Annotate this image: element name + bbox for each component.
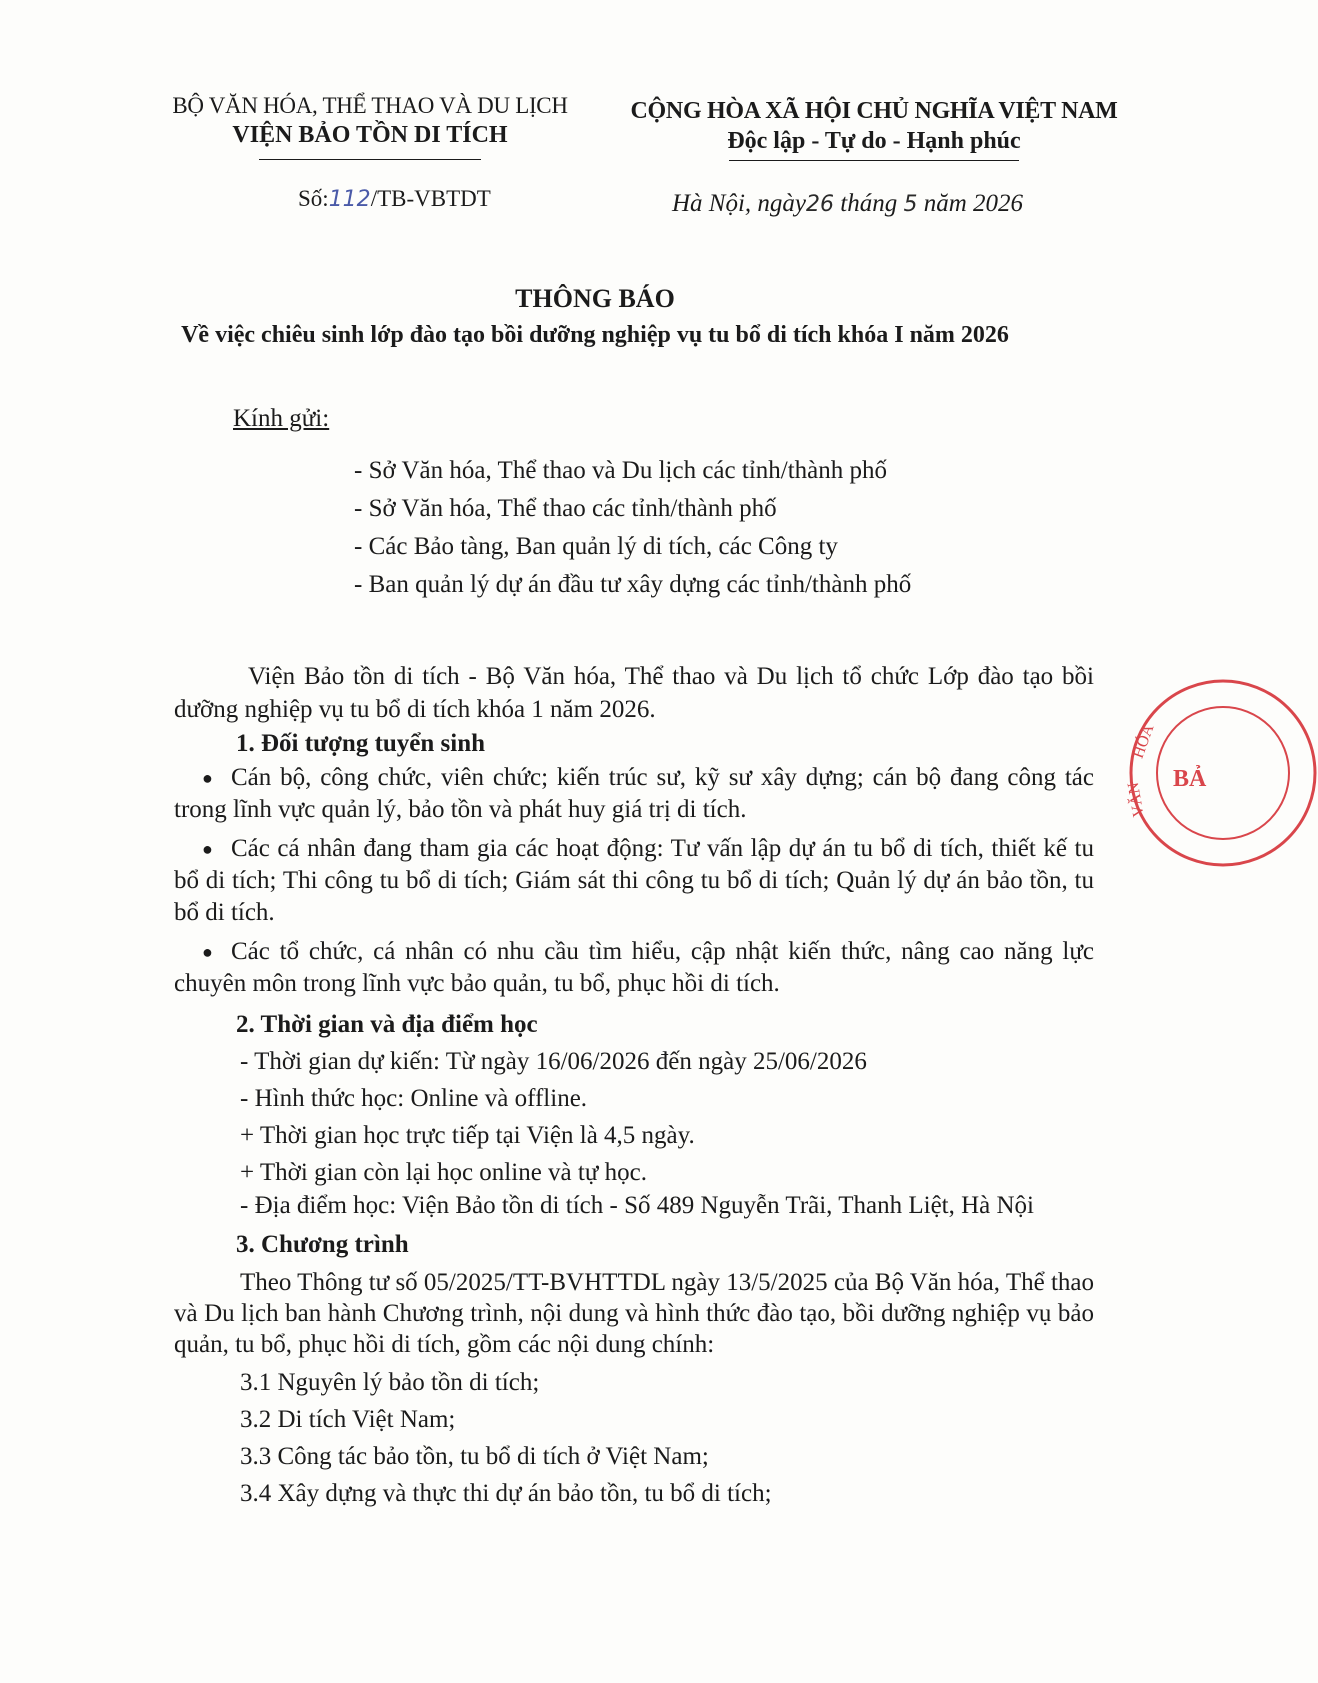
stamp-text-ring-top: HÓA <box>1129 722 1158 761</box>
recipient-item: - Sở Văn hóa, Thể thao và Du lịch các tỉnh/thành phố <box>354 457 888 484</box>
section-2-heading: 2. Thời gian và địa điểm học <box>236 1011 538 1038</box>
program-item: 3.2 Di tích Việt Nam; <box>240 1406 456 1433</box>
recipient-list <box>354 452 911 604</box>
bullet-dot-icon: ● <box>202 942 213 962</box>
online-study-time: + Thời gian còn lại học online và tự học. <box>240 1159 647 1186</box>
bullet-text: Các cá nhân đang tham gia các hoạt động: Tư vấn lập dự án tu bổ di tích, thiết kế tu bổ di tích; Thi công tu bổ di tích; Giám sát thi công tu bổ di tích; Quản lý dự án bảo tồn, tu bổ di tích. <box>174 835 1094 926</box>
greeting-label: Kính gửi: <box>233 405 330 432</box>
section-1-bullets <box>174 762 1094 1000</box>
recipient-item: - Sở Văn hóa, Thể thao các tỉnh/thành phố <box>354 495 777 522</box>
national-heading <box>628 96 1120 161</box>
bullet-dot-icon: ● <box>202 768 213 788</box>
study-location: - Địa điểm học: Viện Bảo tồn di tích - Số 489 Nguyễn Trãi, Thanh Liệt, Hà Nội <box>240 1192 1035 1219</box>
bullet-text: Cán bộ, công chức, viên chức; kiến trúc sư, kỹ sư xây dựng; cán bộ đang công tác trong lĩnh vực quản lý, bảo tồn và phát huy giá trị di tích. <box>174 764 1094 823</box>
issue-date <box>672 190 1023 218</box>
motto-underline <box>729 160 1019 161</box>
institute-name: VIỆN BẢO TỒN DI TÍCH <box>232 122 508 148</box>
document-subtitle: Về việc chiêu sinh lớp đào tạo bồi dưỡng nghiệp vụ tu bổ di tích khóa I năm 2026 <box>181 322 1009 348</box>
date-day-handwritten: 26 <box>806 192 835 217</box>
doc-no-suffix: /TB-VBTDT <box>370 186 491 211</box>
date-month-handwritten: 5 <box>903 192 918 217</box>
national-motto: Độc lập - Tự do - Hạnh phúc <box>727 128 1021 154</box>
date-suffix: năm 2026 <box>917 190 1024 217</box>
study-time: - Thời gian dự kiến: Từ ngày 16/06/2026 đến ngày 25/06/2026 <box>240 1048 867 1075</box>
stamp-text-ring-left: VĂN <box>1124 781 1148 819</box>
section-3-heading: 3. Chương trình <box>236 1231 409 1258</box>
bullet-item <box>174 936 1094 1000</box>
program-item: 3.4 Xây dựng và thực thi dự án bảo tồn, tu bổ di tích; <box>240 1480 772 1507</box>
bullet-item <box>174 762 1094 826</box>
ministry-name: BỘ VĂN HÓA, THỂ THAO VÀ DU LỊCH <box>172 93 568 118</box>
bullet-text: Các tổ chức, cá nhân có nhu cầu tìm hiểu, cập nhật kiến thức, nâng cao năng lực chuyên môn trong lĩnh vực bảo quản, tu bổ, phục hồi di tích. <box>174 938 1094 997</box>
bullet-item <box>174 833 1094 929</box>
document-body <box>174 660 1094 1512</box>
recipient-item: - Ban quản lý dự án đầu tư xây dựng các tỉnh/thành phố <box>354 571 912 598</box>
issuer-block <box>150 92 590 160</box>
section-1-heading: 1. Đối tượng tuyển sinh <box>236 730 486 757</box>
program-item: 3.3 Công tác bảo tồn, tu bổ di tích ở Việt Nam; <box>240 1443 709 1470</box>
doc-no-prefix: Số: <box>298 186 329 211</box>
date-prefix: Hà Nội, ngày <box>672 190 807 217</box>
republic-name: CỘNG HÒA XÃ HỘI CHỦ NGHĨA VIỆT NAM <box>630 98 1118 124</box>
study-format: - Hình thức học: Online và offline. <box>240 1085 588 1112</box>
recipient-item: - Các Bảo tàng, Ban quản lý di tích, các Công ty <box>354 533 838 560</box>
intro-paragraph: Viện Bảo tồn di tích - Bộ Văn hóa, Thể thao và Du lịch tổ chức Lớp đào tạo bồi dưỡng nghiệp vụ tu bổ di tích khóa 1 năm 2026. <box>174 663 1094 723</box>
doc-no-handwritten: 112 <box>328 187 371 212</box>
document-number <box>298 186 491 212</box>
issuer-underline <box>259 159 481 160</box>
red-seal-stamp <box>1124 678 1318 868</box>
stamp-text-main: BẢ <box>1173 766 1207 792</box>
direct-study-time: + Thời gian học trực tiếp tại Viện là 4,5 ngày. <box>240 1122 695 1149</box>
program-item: 3.1 Nguyên lý bảo tồn di tích; <box>240 1369 540 1396</box>
document-title: THÔNG BÁO <box>515 284 675 313</box>
program-intro: Theo Thông tư số 05/2025/TT-BVHTTDL ngày 13/5/2025 của Bộ Văn hóa, Thể thao và Du lịch ban hành Chương trình, nội dung và hình thức đào tạo, bồi dưỡng nghiệp vụ bảo quản, tu bổ, phục hồi di tích, gồm các nội dung chính: <box>174 1269 1094 1358</box>
date-mid: tháng <box>834 190 904 217</box>
bullet-dot-icon: ● <box>202 839 213 859</box>
